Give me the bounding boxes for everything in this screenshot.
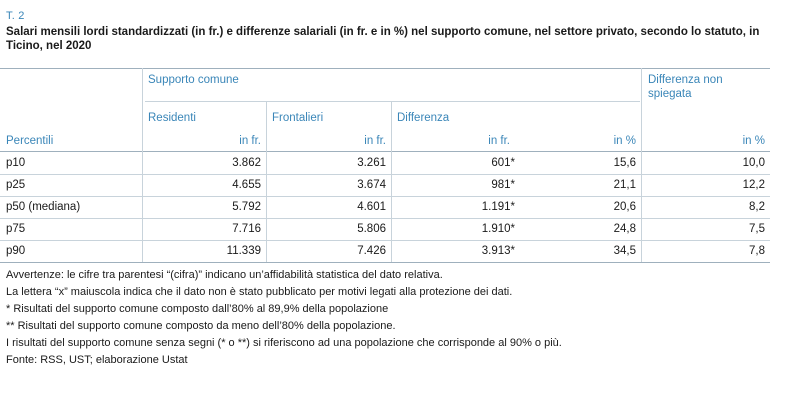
cell-differenza-fr: 601* [491, 157, 515, 169]
header-differenza: Differenza [397, 112, 450, 124]
unit-label: in fr. [239, 135, 261, 147]
unit-label: in % [613, 135, 636, 147]
cell-residenti: 3.862 [232, 157, 261, 169]
cell-non-spiegata: 12,2 [742, 179, 765, 191]
cell-frontalieri: 3.261 [357, 157, 386, 169]
row-label: p25 [6, 179, 26, 191]
note-lettera-x: La lettera “x” maiuscola indica che il dato non è stato pubblicato per motivi legati alla protezione dei dati. [6, 286, 513, 298]
cell-residenti: 5.792 [232, 201, 261, 213]
cell-differenza-pct: 34,5 [613, 245, 636, 257]
cell-non-spiegata: 7,5 [749, 223, 765, 235]
row-label: p75 [6, 223, 26, 235]
table-notes [6, 267, 786, 369]
unit-label: in fr. [364, 135, 386, 147]
header-differenza-non-spiegata: Differenza non spiegata [648, 74, 723, 100]
cell-differenza-fr: 1.910* [481, 223, 515, 235]
row-label: p50 (mediana) [6, 201, 81, 213]
cell-differenza-pct: 21,1 [613, 179, 636, 191]
unit-label: in fr. [488, 135, 510, 147]
header-bottom-rule [0, 151, 770, 152]
cell-differenza-fr: 1.191* [481, 201, 515, 213]
cell-differenza-pct: 20,6 [613, 201, 636, 213]
header-percentili: Percentili [6, 135, 54, 147]
cell-differenza-pct: 24,8 [613, 223, 636, 235]
cell-frontalieri: 5.806 [357, 223, 386, 235]
subheader-rule [145, 101, 640, 102]
header-residenti: Residenti [148, 112, 196, 124]
cell-residenti: 11.339 [226, 245, 261, 257]
cell-differenza-fr: 981* [491, 179, 515, 191]
unit-label: in % [742, 135, 765, 147]
table-title: Salari mensili lordi standardizzati (in fr.) e differenze salariali (in fr. e in %) nel supporto comune, nel settore privato, secondo lo statuto, in Ticino, nel 2020 [6, 26, 760, 52]
row-label: p10 [6, 157, 26, 169]
table-number: T. 2 [6, 10, 25, 22]
cell-non-spiegata: 8,2 [749, 201, 765, 213]
header-frontalieri: Frontalieri [272, 112, 324, 124]
note-source: Fonte: RSS, UST; elaborazione Ustat [6, 354, 188, 366]
cell-differenza-pct: 15,6 [613, 157, 636, 169]
cell-frontalieri: 4.601 [357, 201, 386, 213]
row-rule [0, 218, 770, 219]
cell-frontalieri: 7.426 [357, 245, 386, 257]
table-top-rule [0, 68, 770, 69]
salary-table [0, 68, 800, 264]
row-rule [0, 174, 770, 175]
note-avvertenze: Avvertenze: le cifre tra parentesi “(cifra)” indicano un’affidabilità statistica del dato relativa. [6, 269, 443, 281]
note-no-marks: I risultati del supporto comune senza segni (* o **) si riferiscono ad una popolazione che corrisponde al 90% o più. [6, 337, 562, 349]
cell-non-spiegata: 7,8 [749, 245, 765, 257]
cell-differenza-fr: 3.913* [481, 245, 515, 257]
row-label: p90 [6, 245, 26, 257]
row-rule [0, 196, 770, 197]
note-asterisk-single: * Risultati del supporto comune composto dall’80% al 89,9% della popolazione [6, 303, 389, 315]
cell-frontalieri: 3.674 [357, 179, 386, 191]
header-supporto-comune: Supporto comune [148, 74, 239, 86]
cell-residenti: 4.655 [232, 179, 261, 191]
row-rule [0, 240, 770, 241]
cell-residenti: 7.716 [232, 223, 261, 235]
cell-non-spiegata: 10,0 [742, 157, 765, 169]
note-asterisk-double: ** Risultati del supporto comune composto da meno dell’80% della popolazione. [6, 320, 396, 332]
table-bottom-rule [0, 262, 770, 263]
